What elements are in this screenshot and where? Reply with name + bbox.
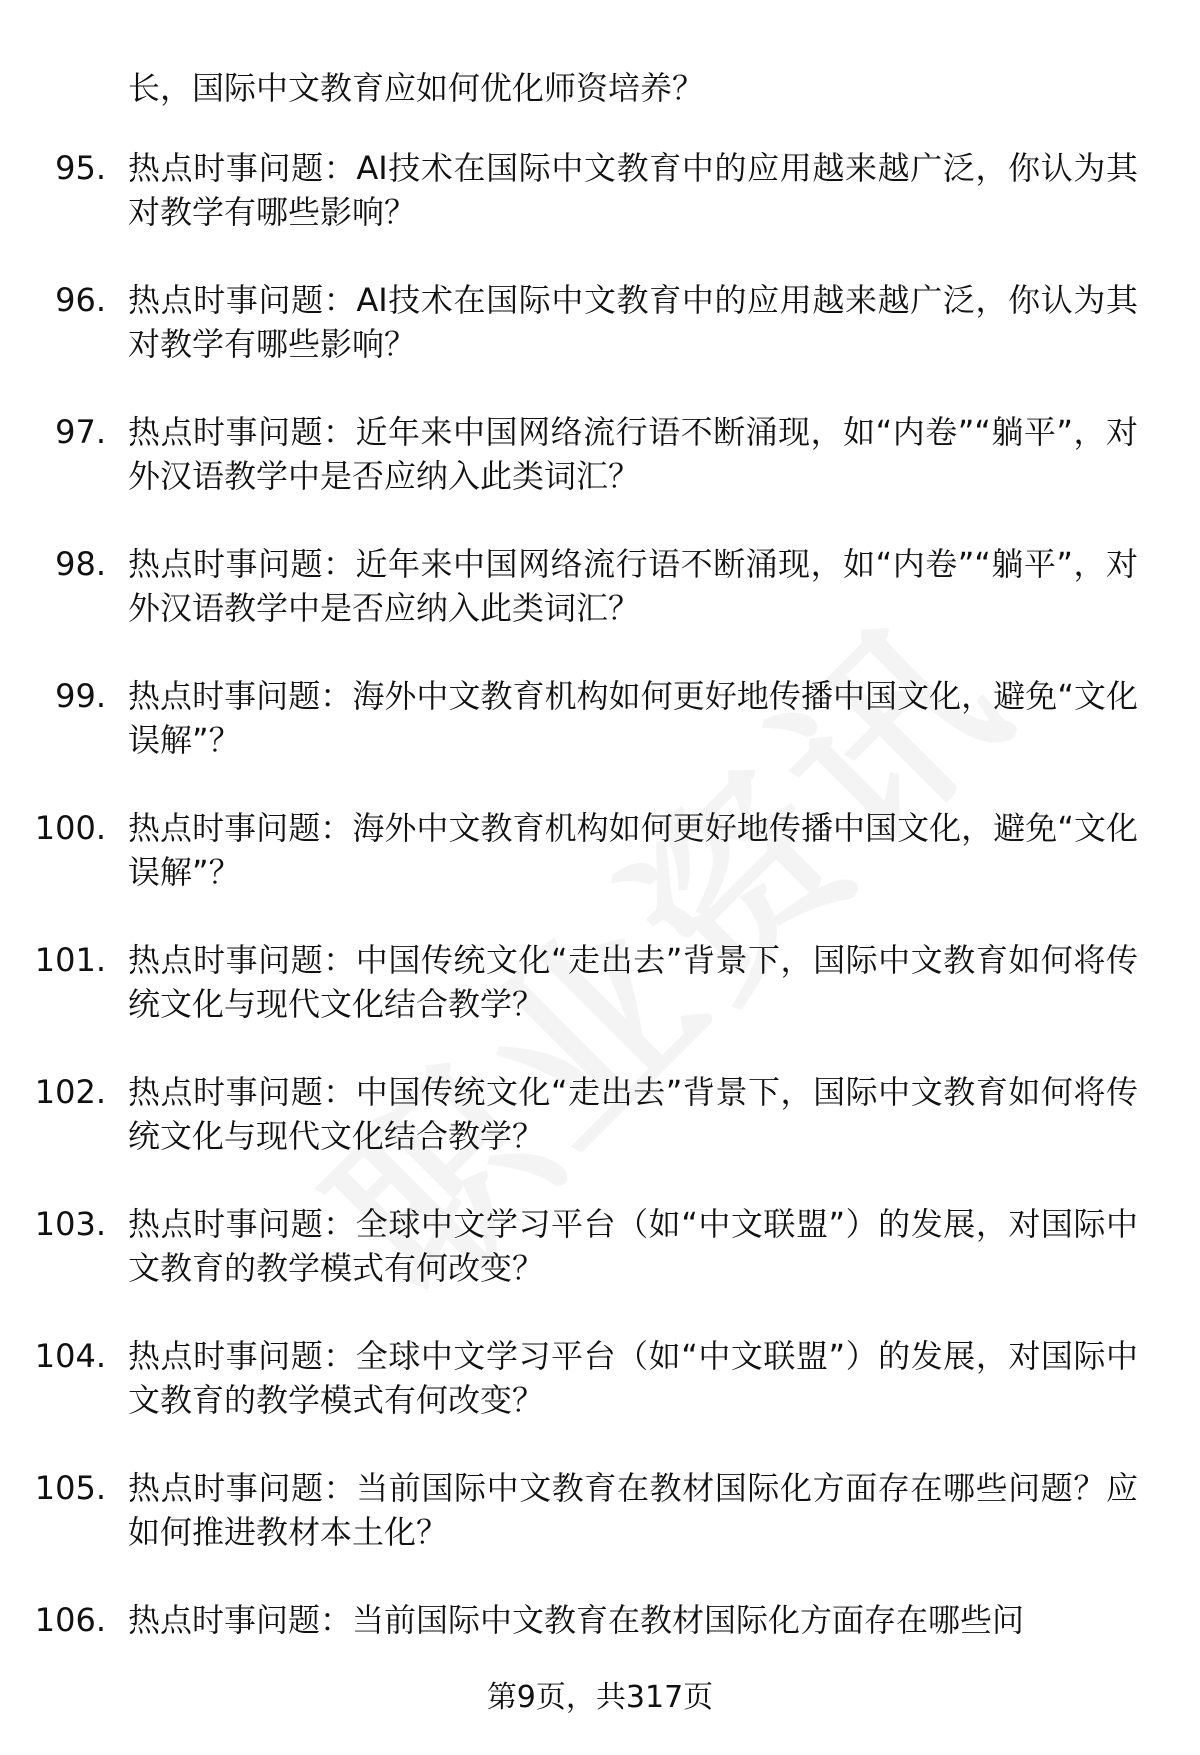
question-text: 热点时事问题：AI技术在国际中文教育中的应用越来越广泛，你认为其对教学有哪些影响？ [128, 149, 1138, 231]
question-text: 热点时事问题：中国传统文化“走出去”背景下，国际中文教育如何将传统文化与现代文化结合教学？ [128, 1073, 1138, 1155]
question-item [0, 278, 1200, 410]
question-number: 101. [34, 941, 106, 979]
question-item [0, 1334, 1200, 1466]
question-text: 热点时事问题：近年来中国网络流行语不断涌现，如“内卷”“躺平”，对外汉语教学中是否应纳入此类词汇？ [128, 545, 1138, 627]
question-number: 104. [34, 1337, 106, 1375]
question-number: 97. [55, 413, 106, 451]
continued-question-text: 长，国际中文教育应如何优化师资培养？ [128, 69, 705, 107]
question-item [0, 1202, 1200, 1334]
question-number: 106. [34, 1601, 106, 1639]
question-number: 98. [55, 545, 106, 583]
question-text: 热点时事问题：海外中文教育机构如何更好地传播中国文化，避免“文化误解”？ [128, 677, 1138, 759]
question-item [0, 806, 1200, 938]
question-item [0, 410, 1200, 542]
question-item [0, 674, 1200, 806]
question-text: 热点时事问题：海外中文教育机构如何更好地传播中国文化，避免“文化误解”？ [128, 809, 1138, 891]
question-item [0, 1070, 1200, 1202]
question-number: 102. [34, 1073, 106, 1111]
question-item [0, 542, 1200, 674]
question-number: 100. [34, 809, 106, 847]
question-text: 热点时事问题：全球中文学习平台（如“中文联盟”）的发展，对国际中文教育的教学模式有何改变？ [128, 1205, 1138, 1287]
question-item [0, 1466, 1200, 1598]
question-text: 热点时事问题：中国传统文化“走出去”背景下，国际中文教育如何将传统文化与现代文化结合教学？ [128, 941, 1138, 1023]
question-text: 热点时事问题：AI技术在国际中文教育中的应用越来越广泛，你认为其对教学有哪些影响？ [128, 281, 1138, 363]
question-number: 96. [55, 281, 106, 319]
question-item [0, 938, 1200, 1070]
question-number: 105. [34, 1469, 106, 1507]
page-footer: 第9页，共317页 [486, 1680, 714, 1715]
question-text: 热点时事问题：当前国际中文教育在教材国际化方面存在哪些问题？应如何推进教材本土化？ [128, 1469, 1138, 1551]
question-text: 热点时事问题：近年来中国网络流行语不断涌现，如“内卷”“躺平”，对外汉语教学中是否应纳入此类词汇？ [128, 413, 1138, 495]
question-list [0, 146, 1200, 1730]
question-number: 99. [55, 677, 106, 715]
question-item [0, 146, 1200, 278]
question-number: 95. [55, 149, 106, 187]
question-number: 103. [34, 1205, 106, 1243]
question-text: 热点时事问题：全球中文学习平台（如“中文联盟”）的发展，对国际中文教育的教学模式有何改变？ [128, 1337, 1138, 1419]
question-text: 热点时事问题：当前国际中文教育在教材国际化方面存在哪些问 [128, 1601, 1025, 1639]
